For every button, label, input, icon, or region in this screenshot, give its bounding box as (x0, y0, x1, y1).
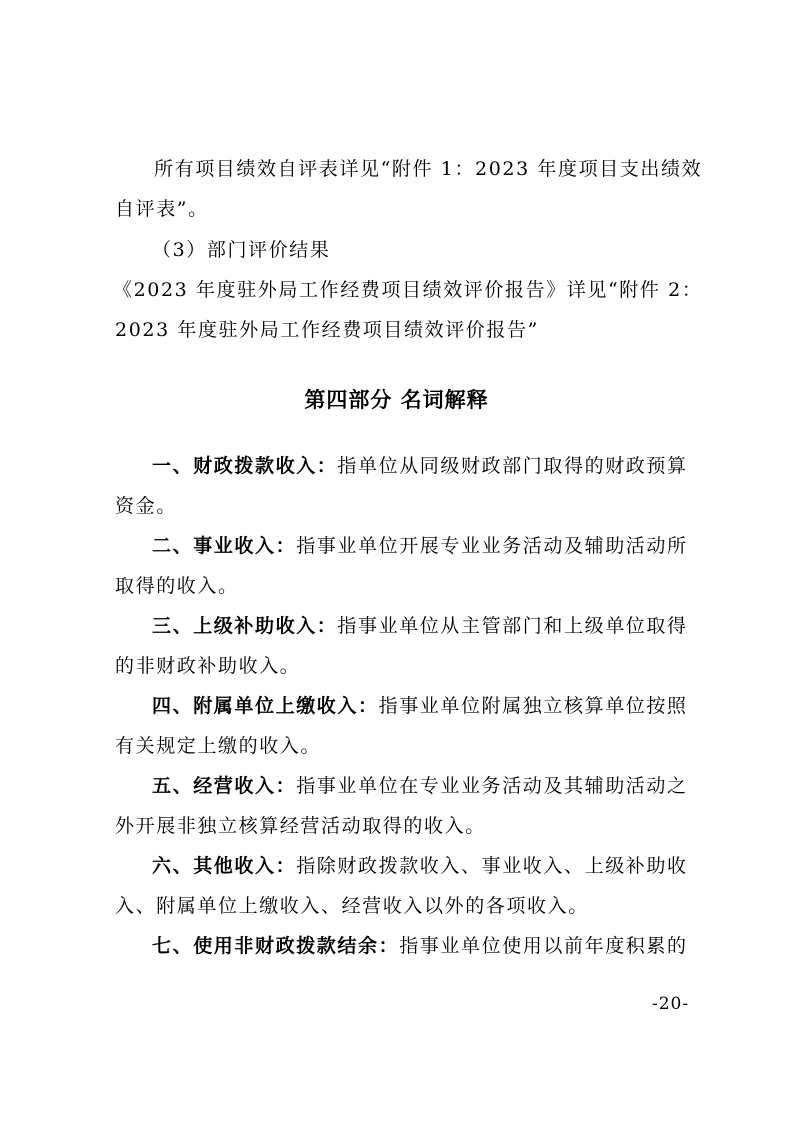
intro-paragraph-line: 所有项目绩效自评表详见“附件 1：2023 年度项目支出绩效 (154, 158, 703, 180)
definition-line (152, 693, 688, 719)
definition-line (152, 533, 688, 559)
definition-text: 指单位从同级财政部门取得的财政预算 (337, 455, 688, 477)
definition-line (152, 613, 688, 639)
subsection-heading: （3）部门评价结果 (152, 239, 331, 261)
definition-term: 四、附属单位上缴收入： (152, 695, 379, 717)
definition-continuation: 取得的收入。 (115, 575, 239, 597)
definition-line (152, 453, 688, 479)
definition-text: 指事业单位开展专业业务活动及辅助活动所 (296, 535, 688, 557)
definition-line (152, 853, 688, 879)
definition-text: 指事业单位在专业业务活动及其辅助活动之 (296, 775, 688, 797)
report-reference-line: 2023 年度驻外局工作经费项目绩效评价报告” (115, 319, 539, 341)
definition-term: 五、经营收入： (152, 775, 297, 797)
definition-text: 指事业单位使用以前年度积累的 (399, 935, 688, 957)
definition-text: 指除财政拨款收入、事业收入、上级补助收 (296, 855, 688, 877)
definition-continuation: 入、附属单位上缴收入、经营收入以外的各项收入。 (115, 895, 589, 917)
page-number: -20- (652, 994, 690, 1014)
definition-line (152, 773, 688, 799)
section-title: 第四部分 名词解释 (304, 387, 489, 412)
definition-term: 三、上级补助收入： (152, 615, 338, 637)
definition-line (152, 933, 688, 959)
definition-term: 六、其他收入： (152, 855, 297, 877)
definition-continuation: 的非财政补助收入。 (115, 655, 301, 677)
definition-text: 指事业单位附属独立核算单位按照 (378, 695, 688, 717)
definition-continuation: 资金。 (115, 495, 177, 517)
definition-text: 指事业单位从主管部门和上级单位取得 (337, 615, 688, 637)
definition-term: 二、事业收入： (152, 535, 297, 557)
intro-paragraph-line: 自评表”。 (115, 198, 209, 220)
definition-term: 七、使用非财政拨款结余： (152, 935, 400, 957)
definition-continuation: 有关规定上缴的收入。 (115, 735, 322, 757)
definition-continuation: 外开展非独立核算经营活动取得的收入。 (115, 815, 486, 837)
definition-term: 一、财政拨款收入： (152, 455, 338, 477)
report-reference-line: 《2023 年度驻外局工作经费项目绩效评价报告》详见“附件 2： (113, 279, 703, 301)
